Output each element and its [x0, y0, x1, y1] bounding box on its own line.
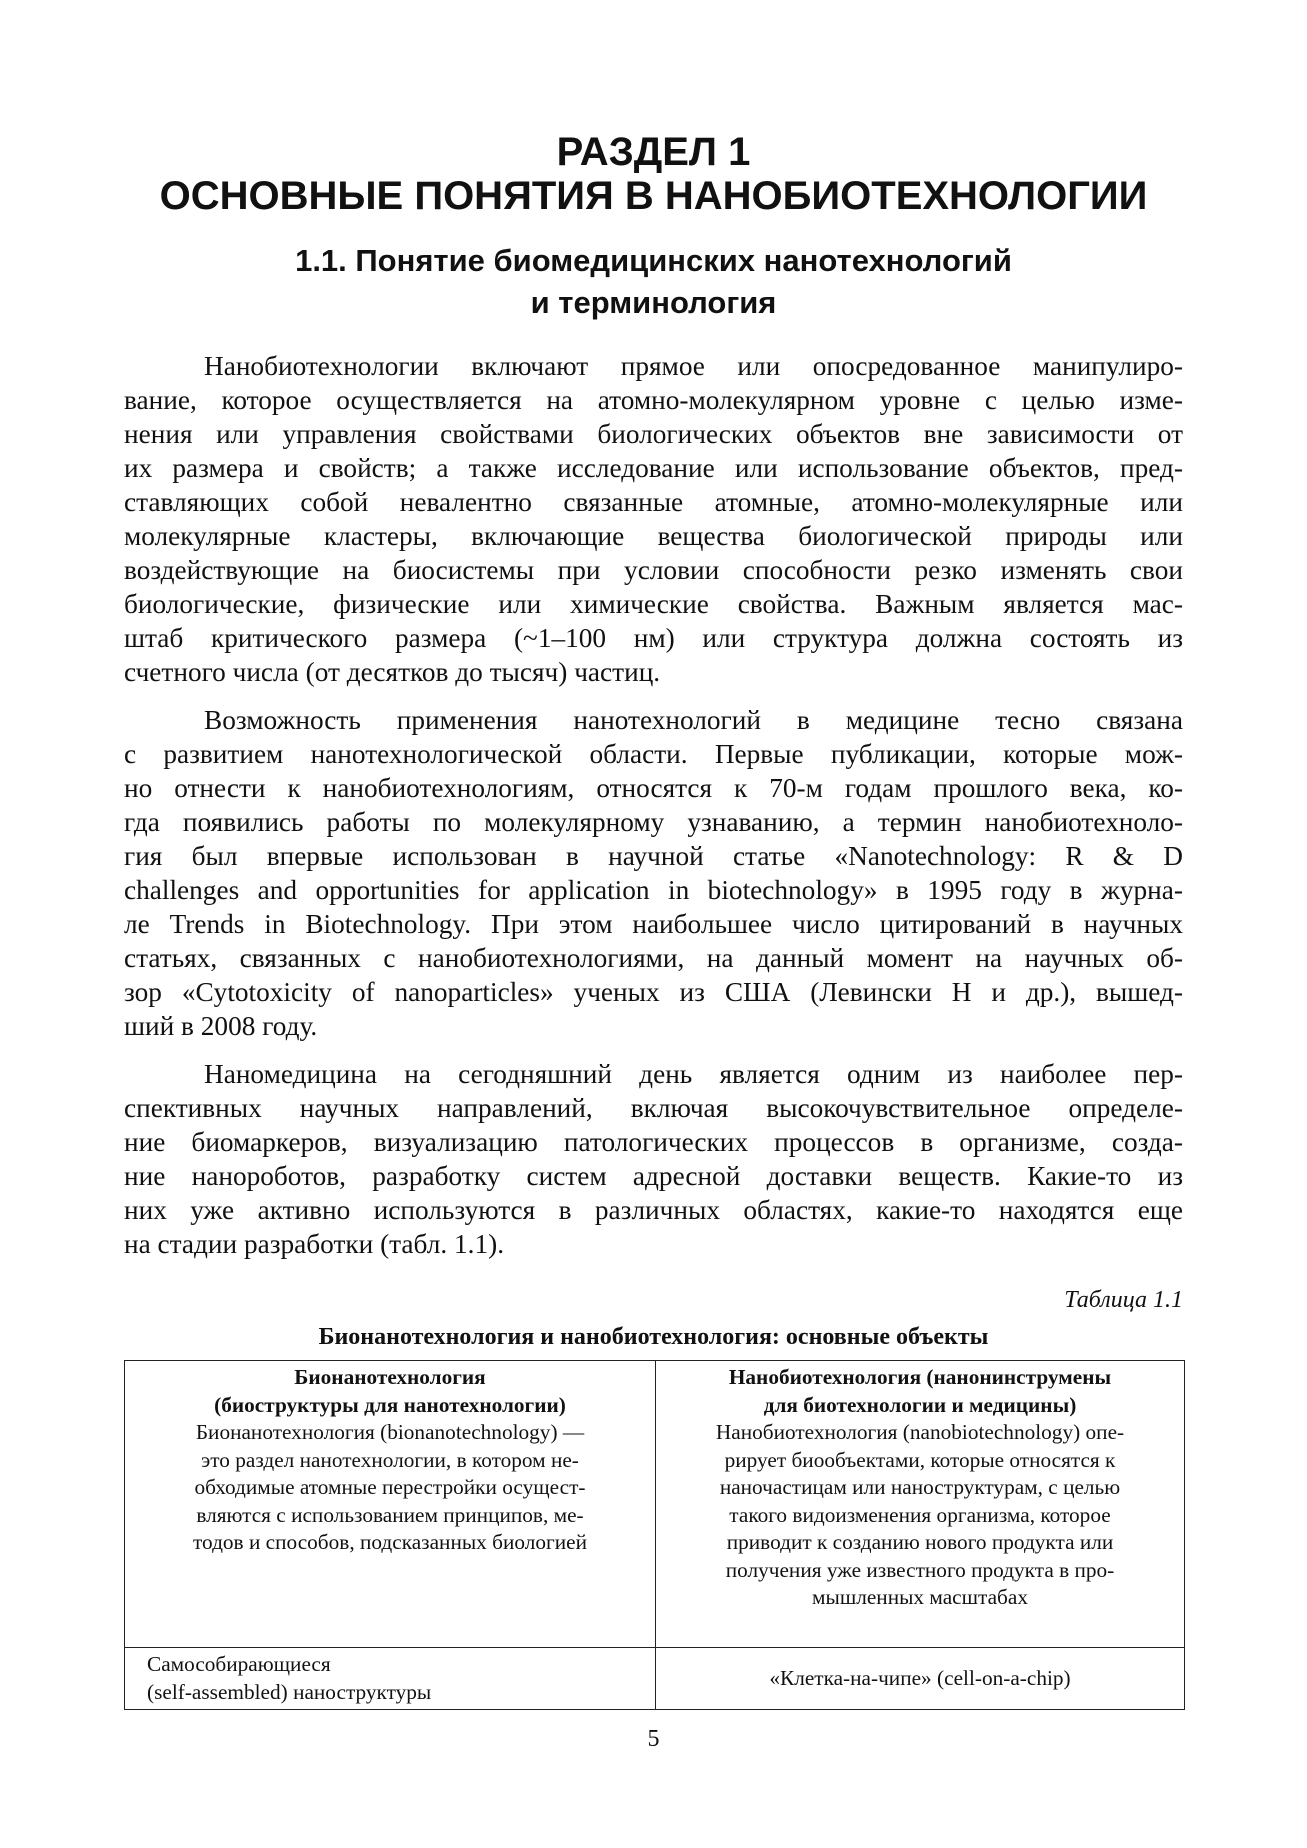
- paragraph2-line: с развитием нанотехнологической области. Первые публикации, которые мож-: [124, 739, 1183, 769]
- col2-def-line: наночастицам или наноструктурам, с целью: [719, 1475, 1121, 1499]
- paragraph3-line: них уже активно используются в различных областях, какие-то находятся еще: [124, 1195, 1183, 1225]
- paragraph2-line: гда появились работы по молекулярному узнаванию, а термин нанобиотехноло-: [124, 807, 1183, 837]
- col1-def-line: обходимые атомные перестройки осущест-: [194, 1475, 586, 1499]
- table-row: [125, 1361, 1185, 1648]
- paragraph2-line: challenges and opportunities for application in biotechnology» в 1995 году в журна-: [124, 875, 1183, 905]
- col2-header-line: Нанобиотехнология (нанонинструмены: [728, 1365, 1112, 1389]
- col2-def-line: мышленных масштабах: [812, 1585, 1028, 1609]
- paragraph1-line: штаб критического размера (~1–100 нм) или структура должна состоять из: [124, 623, 1183, 653]
- paragraph1-line: ставляющих собой невалентно связанные атомные, атомно-молекулярные или: [124, 487, 1183, 517]
- paragraph1-line: вание, которое осуществляется на атомно-молекулярном уровне с целью изме-: [124, 385, 1183, 415]
- paragraph1-line: биологические, физические или химические свойства. Важным является мас-: [124, 589, 1183, 619]
- col1-def-line: Бионанотехнология (bionanotechnology) —: [195, 1420, 585, 1444]
- row2-col1-line: (self-assembled) наноструктуры: [147, 1679, 432, 1704]
- paragraph3-line: ние нанороботов, разработку систем адресной доставки веществ. Какие-то из: [124, 1161, 1183, 1191]
- paragraph1-line: нения или управления свойствами биологических объектов вне зависимости от: [124, 419, 1183, 449]
- paragraph2-line: статьях, связанных с нанобиотехнологиями, на данный момент на научных об-: [124, 943, 1183, 973]
- paragraph3-line: спективных научных направлений, включая высокочувствительное определе-: [124, 1093, 1183, 1123]
- col2-def-line: такого видоизменения организма, которое: [729, 1502, 1111, 1527]
- col1-def-line: вляются с использованием принципов, ме-: [196, 1502, 584, 1527]
- paragraph1-line: воздействующие на биосистемы при условии способности резко изменять свои: [124, 555, 1183, 585]
- subsection-title-line1: 1.1. Понятие биомедицинских нанотехнологий: [295, 243, 1012, 278]
- table-caption: Таблица 1.1: [1064, 1287, 1183, 1313]
- paragraph2-line: ший в 2008 году.: [124, 1011, 318, 1041]
- col2-def-line: рирует биообъектами, которые относятся к: [724, 1447, 1116, 1472]
- col1-header-line: Бионанотехнология: [294, 1365, 486, 1389]
- paragraph3-line: на стадии разработки (табл. 1.1).: [124, 1229, 505, 1259]
- paragraph2-line: ле Trends in Biotechnology. При этом наибольшее число цитирований в научных: [124, 909, 1183, 939]
- table-row: [125, 1648, 1185, 1710]
- col2-header-line: для биотехнологии и медицины): [763, 1392, 1077, 1417]
- paragraph1-line: Нанобиотехнологии включают прямое или опосредованное манипулиро-: [204, 351, 1183, 381]
- table-cell: [125, 1648, 656, 1710]
- table-cell: [656, 1648, 1185, 1710]
- paragraph2-line: Возможность применения нанотехнологий в медицине тесно связана: [204, 705, 1183, 735]
- col2-def-line: получения уже известного продукта в про-: [725, 1557, 1115, 1582]
- section-title-line1: РАЗДЕЛ 1: [556, 130, 751, 174]
- col1-def-line: тодов и способов, подсказанных биологией: [193, 1530, 587, 1554]
- page-number: 5: [647, 1726, 660, 1752]
- paragraph1-line: молекулярные кластеры, включающие вещества биологической природы или: [124, 521, 1183, 551]
- col1-def-line: это раздел нанотехнологии, в котором не-: [201, 1447, 579, 1472]
- paragraph1-line: их размера и свойств; а также исследование или использование объектов, пред-: [124, 453, 1183, 483]
- paragraph2-line: гия был впервые использован в научной статье «Nanotechnology: R & D: [124, 841, 1183, 871]
- paragraph3-line: Наномедицина на сегодняшний день является одним из наиболее пер-: [204, 1059, 1183, 1089]
- table-cell: [656, 1361, 1185, 1648]
- section-title-line2: ОСНОВНЫЕ ПОНЯТИЯ В НАНОБИОТЕХНОЛОГИИ: [159, 174, 1148, 218]
- table-cell: [125, 1361, 656, 1648]
- row2-col1-line: Самособирающиеся: [147, 1652, 331, 1676]
- col2-def-line: Нанобиотехнология (nanobiotechnology) опе-: [715, 1420, 1125, 1444]
- paragraph2-line: но отнести к нанобиотехнологиям, относятся к 70-м годам прошлого века, ко-: [124, 773, 1183, 803]
- col2-def-line: приводит к созданию нового продукта или: [726, 1530, 1114, 1554]
- subsection-title-line2: и терминология: [530, 285, 777, 320]
- paragraph3-line: ние биомаркеров, визуализацию патологических процессов в организме, созда-: [124, 1127, 1183, 1157]
- col1-header-line: (биоструктуры для нанотехнологии): [214, 1392, 566, 1417]
- table-title: Бионанотехнология и нанобиотехнология: основные объекты: [318, 1324, 989, 1350]
- row2-col2-text: «Клетка-на-чипе» (cell-on-a-chip): [769, 1665, 1071, 1690]
- paragraph1-line: счетного числа (от десятков до тысяч) частиц.: [124, 657, 661, 687]
- paragraph2-line: зор «Cytotoxicity of nanoparticles» ученых из США (Левински Н и др.), вышед-: [124, 977, 1183, 1007]
- objects-table: [124, 1360, 1185, 1710]
